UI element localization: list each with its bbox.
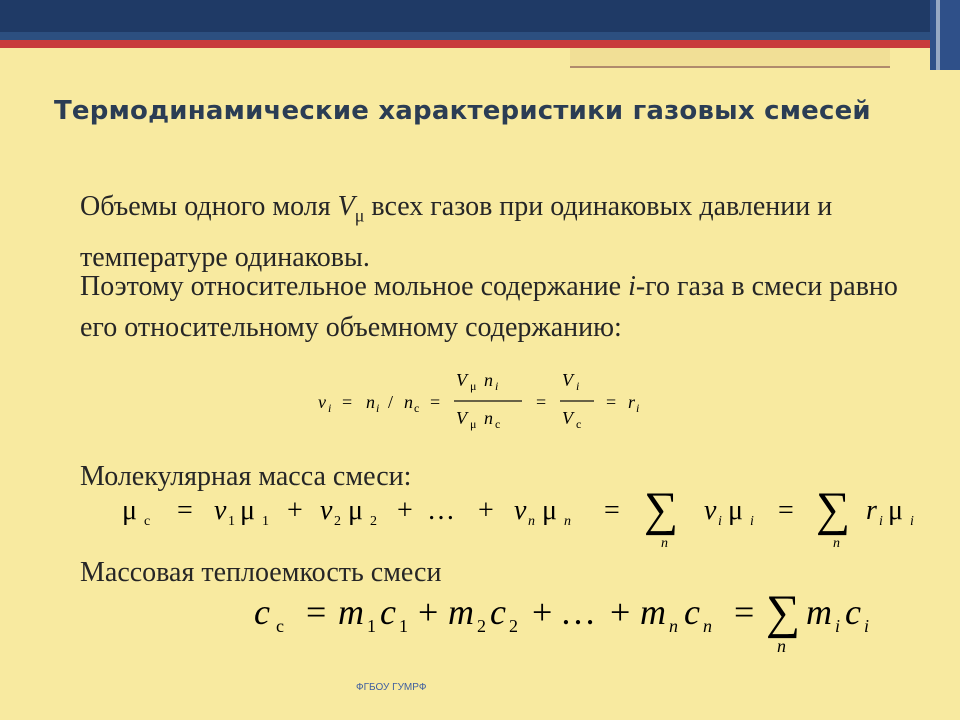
volume-sub: μ: [354, 205, 365, 226]
svg-text:+: +: [287, 495, 303, 526]
svg-text:V: V: [562, 408, 573, 428]
svg-text:v: v: [320, 495, 333, 526]
paragraph-volume-end: всех газов при одинаковых давлении и температуре одинаковы.: [80, 191, 833, 273]
svg-text:c: c: [490, 592, 506, 632]
svg-text:V: V: [456, 408, 467, 428]
top-banner-secondary: [0, 32, 930, 40]
svg-text:n: n: [669, 616, 678, 636]
svg-text:2: 2: [370, 514, 377, 529]
svg-text:i: i: [376, 401, 380, 415]
svg-text:i: i: [636, 401, 640, 415]
svg-text:=: =: [604, 495, 620, 526]
light-accent-band: [570, 48, 890, 68]
svg-text:2: 2: [334, 514, 341, 529]
red-accent-band: [0, 40, 930, 48]
paragraph-volume-start: Объемы одного моля: [80, 191, 338, 222]
molar-ratio-svg: [318, 370, 648, 432]
svg-text:μ: μ: [470, 379, 477, 393]
svg-text:v: v: [318, 392, 326, 412]
svg-text:c: c: [845, 592, 861, 632]
heat-capacity-formula: [254, 588, 904, 664]
svg-text:2: 2: [477, 616, 486, 636]
svg-text:n: n: [528, 514, 535, 529]
svg-text:c: c: [684, 592, 700, 632]
right-decoration: [930, 0, 960, 70]
svg-text:c: c: [276, 616, 284, 636]
svg-text:i: i: [576, 379, 580, 393]
svg-text:+: +: [478, 495, 494, 526]
svg-text:r: r: [628, 392, 636, 412]
svg-text:i: i: [835, 616, 841, 636]
svg-text:μ: μ: [122, 495, 138, 526]
svg-text:1: 1: [367, 616, 376, 636]
svg-text:+: +: [397, 495, 413, 526]
paragraph-molar-start: Поэтому относительное мольное содержание: [80, 271, 629, 302]
svg-text:m: m: [338, 592, 364, 632]
gas-index: i: [628, 271, 636, 302]
svg-text:n: n: [484, 370, 493, 390]
svg-text:2: 2: [509, 616, 518, 636]
svg-text:1: 1: [228, 514, 235, 529]
svg-text:/: /: [388, 392, 394, 412]
svg-text:V: V: [562, 370, 573, 390]
svg-text:μ: μ: [888, 495, 904, 526]
svg-text:=: =: [536, 392, 547, 412]
paragraph-molar: [80, 266, 940, 348]
svg-text:v: v: [214, 495, 227, 526]
svg-text:n: n: [404, 392, 413, 412]
svg-text:c: c: [576, 417, 582, 431]
molar-ratio-formula: [318, 370, 648, 432]
svg-text:+: +: [418, 592, 439, 632]
svg-text:n: n: [833, 536, 840, 551]
svg-text:i: i: [910, 514, 914, 529]
svg-text:=: =: [778, 495, 794, 526]
svg-text:c: c: [495, 417, 501, 431]
svg-text:V: V: [456, 370, 467, 390]
svg-text:i: i: [495, 379, 499, 393]
svg-text:i: i: [864, 616, 870, 636]
volume-var: V: [337, 191, 355, 222]
paragraph-heat-capacity: Массовая теплоемкость смеси: [80, 557, 442, 588]
svg-text:v: v: [514, 495, 527, 526]
paragraph-molar-end: -го газа в смеси равно его относительному объемному содержанию:: [80, 271, 898, 343]
svg-text:=: =: [342, 392, 353, 412]
svg-text:…: …: [427, 495, 455, 526]
svg-text:=: =: [430, 392, 441, 412]
svg-text:m: m: [448, 592, 474, 632]
svg-text:…: …: [560, 592, 596, 632]
svg-text:n: n: [564, 514, 571, 529]
svg-text:∑: ∑: [766, 588, 801, 639]
svg-text:i: i: [718, 514, 722, 529]
svg-text:m: m: [806, 592, 832, 632]
slide-title: Термодинамические характеристики газовых смесей: [54, 96, 871, 126]
svg-text:+: +: [610, 592, 631, 632]
molecular-mass-formula: [122, 491, 932, 551]
svg-text:c: c: [414, 401, 420, 415]
paragraph-volume: [80, 186, 940, 278]
svg-text:n: n: [484, 408, 493, 428]
svg-text:μ: μ: [348, 495, 364, 526]
svg-text:c: c: [254, 592, 270, 632]
svg-text:n: n: [366, 392, 375, 412]
svg-text:∑: ∑: [644, 491, 679, 536]
svg-text:=: =: [306, 592, 327, 632]
svg-text:c: c: [144, 514, 151, 529]
svg-text:=: =: [606, 392, 617, 412]
svg-text:i: i: [879, 514, 883, 529]
svg-text:=: =: [177, 495, 193, 526]
svg-text:v: v: [704, 495, 717, 526]
svg-text:m: m: [640, 592, 666, 632]
svg-text:μ: μ: [240, 495, 256, 526]
svg-text:n: n: [777, 636, 786, 656]
svg-text:n: n: [703, 616, 712, 636]
accent-line: [570, 66, 890, 68]
top-banner: [0, 0, 960, 32]
svg-text:c: c: [380, 592, 396, 632]
svg-text:μ: μ: [728, 495, 744, 526]
footer-org: ФГБОУ ГУМРФ: [356, 682, 427, 693]
svg-text:=: =: [734, 592, 755, 632]
heat-capacity-svg: [254, 588, 904, 664]
svg-text:μ: μ: [542, 495, 558, 526]
molecular-mass-svg: [122, 491, 932, 551]
svg-text:1: 1: [262, 514, 269, 529]
svg-text:1: 1: [399, 616, 408, 636]
svg-text:∑: ∑: [816, 491, 851, 536]
svg-text:n: n: [661, 536, 668, 551]
svg-text:+: +: [532, 592, 553, 632]
svg-text:i: i: [328, 401, 332, 415]
svg-text:μ: μ: [470, 417, 477, 431]
svg-text:r: r: [866, 495, 877, 526]
paragraph-molecular-mass: Молекулярная масса смеси:: [80, 461, 412, 492]
svg-text:i: i: [750, 514, 754, 529]
